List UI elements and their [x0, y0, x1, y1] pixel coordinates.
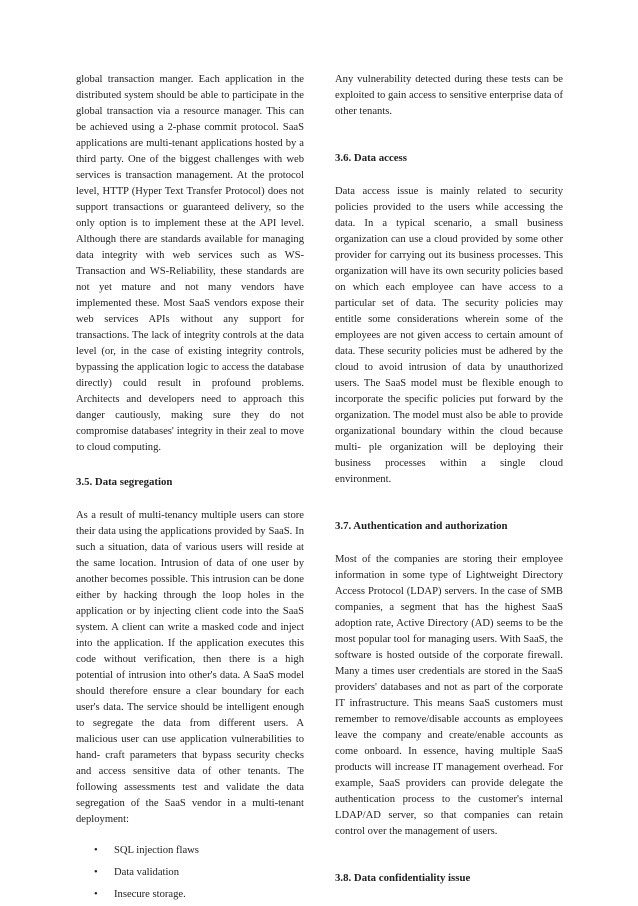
paragraph-transaction-management: global transaction manger. Each application in the distributed system should be able to participate in the global transaction via a resource manager. This can be achieved using a 2-phase commit protocol. SaaS applications are multi-tenant applications hosted by a third party. One of the biggest challenges with web services is transaction management. At the protocol level, HTTP (Hyper Text Transfer Protocol) does not support transactions or guaranteed delivery, so the only option is to implement these at the API level. Although there are standards available for managing data integrity with web services such as WS-Transaction and WS-Reliability, these standards are not yet mature and not many vendors have implemented these. Most SaaS vendors expose their web services APIs without any support for transactions. The lack of integrity controls at the data level (or, in the case of existing integrity controls, bypassing the application logic to access the database directly) could result in profound problems. Architects and developers need to approach this danger cautiously, making sure they do not compromise databases' integrity in their zeal to move to cloud computing.	[76, 74, 304, 453]
paragraph-data-access: Data access issue is mainly related to security policies provided to the users while accessing the data. In a typical scenario, a small business organization can use a cloud provided by some other provider for carrying out its business processes. This organization will have its own security policies based on which each employee can have access to a particular set of data. The security policies may entitle some considerations wherein some of the employees are not given access to certain amount of data. These security policies must be adhered by the cloud to avoid intrusion of data by unauthorized users. The SaaS model must be flexible enough to incorporate the specific policies put forward by the organization. The model must also be able to provide organizational boundary within the cloud because multi- ple organization will be deploying their business processes within a single cloud environment.	[335, 186, 563, 485]
list-item: • Data validation	[94, 862, 304, 884]
heading-data-confidentiality: 3.8. Data confidentiality issue	[335, 872, 471, 884]
bullet-icon: •	[94, 867, 98, 878]
heading-authentication: 3.7. Authentication and authorization	[335, 520, 508, 532]
bullet-icon: •	[94, 845, 98, 856]
list-item: • Insecure storage.	[94, 884, 304, 906]
left-column	[76, 72, 304, 906]
heading-data-access: 3.6. Data access	[335, 152, 407, 164]
paragraph-authentication: Most of the companies are storing their employee information in some type of Lightweight Directory Access Protocol (LDAP) servers. In the case of SMB companies, a segment that has the highest SaaS adoption rate, Active Directory (AD) seems to be the most popular tool for managing users. With SaaS, the software is hosted outside of the corporate firewall. Many a times user credentials are stored in the SaaS providers' databases and not as part of the corporate IT infrastructure. This means SaaS customers must remember to remove/disable accounts as employees leave the company and create/enable accounts as come onboard. In essence, having multiple SaaS products will increase IT management overhead. For example, SaaS providers can provide delegate the authentication process to the customer's internal LDAP/AD server, so that companies can retain control over the management of users.	[335, 554, 563, 837]
list-item: • SQL injection flaws	[94, 840, 304, 862]
assessment-list	[76, 840, 304, 906]
right-column	[335, 72, 563, 886]
paragraph-data-segregation: As a result of multi-tenancy multiple users can store their data using the applications provided by SaaS. In such a situation, data of various users will reside at the same location. Intrusion of data of one user by another becomes possible. This intrusion can be done either by hacking through the loop holes in the application or by injecting client code into the SaaS system. A client can write a masked code and inject into the application. If the application executes this code without verification, then there is a high potential of intrusion into other's data. A SaaS model should therefore ensure a clear boundary for each user's data. The service should be intelligent enough to segregate the data from different users. A malicious user can use application vulnerabilities to hand- craft parameters that bypass security checks and access sensitive data of other tenants. The following assessments test and validate the data segregation of the SaaS vendor in a multi-tenant deployment:	[76, 510, 304, 825]
bullet-icon: •	[94, 889, 98, 900]
heading-data-segregation: 3.5. Data segregation	[76, 476, 173, 488]
paragraph-vulnerability: Any vulnerability detected during these tests can be exploited to gain access to sensitive enterprise data of other tenants.	[335, 74, 563, 117]
